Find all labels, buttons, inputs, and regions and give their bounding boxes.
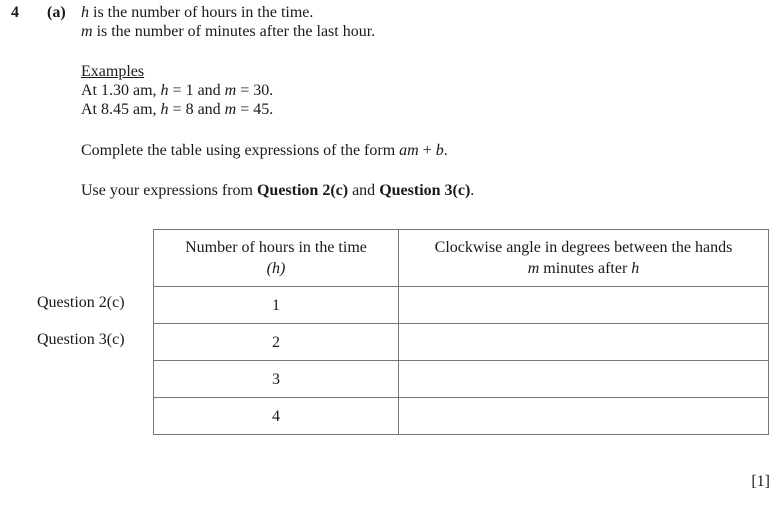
row-label-question-2c: Question 2(c) — [37, 294, 125, 311]
answer-cell[interactable] — [399, 361, 769, 398]
example-1-end: = 30. — [236, 82, 274, 99]
definition-m-text: is the number of minutes after the last hour. — [92, 23, 376, 40]
answer-cell[interactable] — [399, 324, 769, 361]
example-1-var-m: m — [224, 82, 237, 99]
instruction-1-end: . — [443, 142, 448, 159]
header-angle — [399, 230, 769, 287]
example-1-var-h: h — [160, 82, 169, 99]
example-2-mid: = 8 and — [168, 101, 225, 118]
example-1 — [81, 81, 273, 101]
example-1-prefix: At 1.30 am, — [81, 82, 161, 99]
instruction-2-and: and — [348, 182, 380, 199]
hours-cell: 1 — [154, 287, 399, 324]
instruction-1-text: Complete the table using expressions of the form — [81, 142, 400, 159]
example-2 — [81, 100, 273, 120]
instruction-2-q1: Question 2(c) — [256, 182, 349, 199]
instruction-2-q2: Question 3(c) — [379, 182, 471, 199]
instruction-1-expr: am — [399, 142, 419, 159]
row-label-question-3c: Question 3(c) — [37, 331, 125, 348]
hours-cell: 4 — [154, 398, 399, 435]
instruction-2-text: Use your expressions from — [81, 182, 257, 199]
definition-h — [81, 3, 313, 23]
header-angle-mid: minutes after — [539, 260, 632, 277]
example-2-var-h: h — [160, 101, 169, 118]
example-1-mid: = 1 and — [168, 82, 225, 99]
var-m: m — [81, 23, 93, 40]
instruction-2-end: . — [470, 182, 475, 199]
hours-cell: 3 — [154, 361, 399, 398]
instruction-use-expressions — [81, 181, 474, 201]
examples-heading: Examples — [81, 63, 145, 80]
example-2-end: = 45. — [236, 101, 274, 118]
answer-cell[interactable] — [399, 287, 769, 324]
header-hours-line2: (h) — [266, 260, 286, 277]
header-angle-line2 — [399, 258, 768, 279]
table-row — [154, 324, 769, 361]
example-2-var-m: m — [224, 101, 237, 118]
example-2-prefix: At 8.45 am, — [81, 101, 161, 118]
header-angle-var-m: m — [527, 260, 540, 277]
answer-cell[interactable] — [399, 398, 769, 435]
header-hours — [154, 230, 399, 287]
instruction-1-b: b — [435, 142, 444, 159]
table-row — [154, 361, 769, 398]
var-h: h — [81, 4, 89, 21]
header-hours-line1: Number of hours in the time — [185, 239, 367, 256]
table-row — [154, 398, 769, 435]
definition-h-text: is the number of hours in the time. — [89, 4, 314, 21]
table-row — [154, 287, 769, 324]
instruction-1-plus: + — [418, 142, 436, 159]
table-header-row — [154, 230, 769, 287]
definition-m — [81, 22, 375, 42]
instruction-complete-table — [81, 141, 448, 161]
answer-table — [153, 229, 769, 435]
question-part: (a) — [47, 4, 66, 21]
question-number: 4 — [11, 4, 19, 21]
header-angle-line1: Clockwise angle in degrees between the hands — [434, 239, 733, 256]
header-angle-var-h: h — [631, 260, 640, 277]
hours-cell: 2 — [154, 324, 399, 361]
marks-indicator: [1] — [751, 473, 770, 490]
